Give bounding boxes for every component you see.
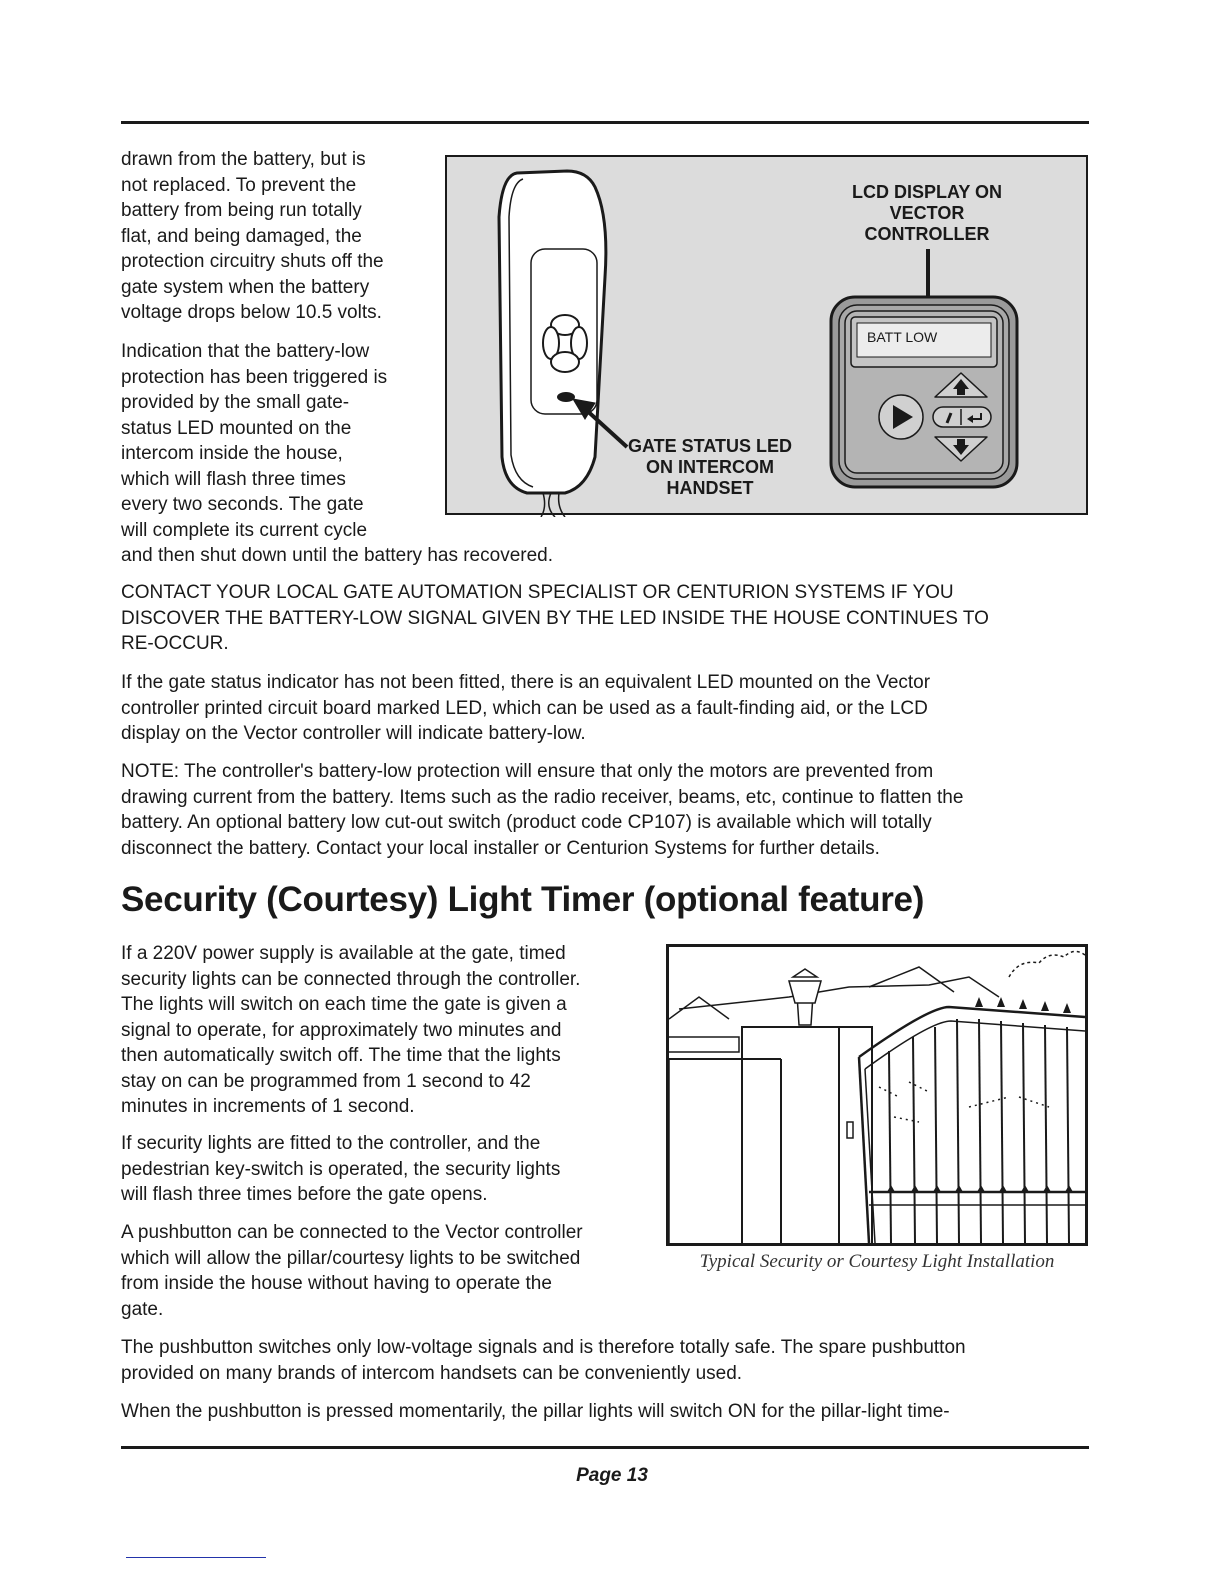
contact-warning-paragraph xyxy=(121,580,989,657)
text-line: provided by the small gate- xyxy=(121,392,350,413)
text-line: minutes in increments of 1 second. xyxy=(121,1096,415,1117)
courtesy-light-figure xyxy=(666,944,1088,1246)
battery-low-figure xyxy=(445,155,1088,515)
text-line: not replaced. To prevent the xyxy=(121,174,357,196)
light-paragraph-1 xyxy=(121,941,580,1120)
text-line: will complete its current cycle xyxy=(121,519,368,541)
label-line: HANDSET xyxy=(666,478,754,498)
light-paragraph-5 xyxy=(121,1399,950,1425)
text-line: from inside the house without having to operate the xyxy=(121,1273,552,1294)
label-line: LCD DISPLAY ON xyxy=(851,182,1003,202)
text-line: which will flash three times xyxy=(121,468,346,490)
text-line: drawn from the battery, but is xyxy=(121,149,366,170)
light-paragraph-3 xyxy=(121,1220,583,1322)
text-line: The lights will switch on each time the gate is given a xyxy=(121,994,567,1015)
text-line: display on the Vector controller will indicate battery-low. xyxy=(121,723,586,744)
text-line: battery from being run totally xyxy=(121,200,362,221)
text-line: NOTE: The controller's battery-low protection will ensure that only the motors are prevented from xyxy=(121,761,934,782)
text-line: controller printed circuit board marked LED, which can be used as a fault-finding aid, or the LCD xyxy=(121,697,928,719)
text-line: signal to operate, for approximately two minutes and xyxy=(121,1019,562,1041)
page-number: Page 13 xyxy=(576,1465,648,1486)
label-line: GATE STATUS LED xyxy=(628,436,792,456)
indicator-paragraph xyxy=(121,670,930,747)
header-rule xyxy=(121,121,1089,124)
text-line: battery. An optional battery low cut-out switch (product code CP107) is available which will totally xyxy=(121,812,932,833)
text-line: security lights can be connected through the controller. xyxy=(121,968,581,990)
vector-controller-icon xyxy=(831,297,1017,487)
text-line: If a 220V power supply is available at the gate, timed xyxy=(121,943,566,964)
text-line: RE-OCCUR. xyxy=(121,633,229,654)
footer-rule xyxy=(121,1446,1089,1449)
figure-caption: Typical Security or Courtesy Light Installation xyxy=(699,1251,1055,1272)
light-paragraph-4 xyxy=(121,1335,966,1386)
light-paragraph-2 xyxy=(121,1131,560,1208)
text-line: intercom inside the house, xyxy=(121,443,343,464)
text-line: Indication that the battery-low xyxy=(121,341,370,362)
text-line: then automatically switch off. The time that the lights xyxy=(121,1045,561,1066)
text-line: DISCOVER THE BATTERY-LOW SIGNAL GIVEN BY THE LED INSIDE THE HOUSE CONTINUES TO xyxy=(121,607,989,629)
text-line: If security lights are fitted to the controller, and the xyxy=(121,1133,541,1154)
text-line: disconnect the battery. Contact your local installer or Centurion Systems for further details. xyxy=(121,837,880,859)
text-line: drawing current from the battery. Items such as the radio receiver, beams, etc, continue to flatten the xyxy=(121,786,964,808)
text-line: gate system when the battery xyxy=(121,276,370,298)
text-line: A pushbutton can be connected to the Vector controller xyxy=(121,1222,583,1243)
text-line: CONTACT YOUR LOCAL GATE AUTOMATION SPECIALIST OR CENTURION SYSTEMS IF YOU xyxy=(121,582,954,603)
gate-status-led-label xyxy=(610,436,810,499)
gate-pillar-light-illustration xyxy=(669,947,1085,1243)
led-dot xyxy=(557,392,575,402)
text-line: The pushbutton switches only low-voltage signals and is therefore totally safe. The spare pushbutton xyxy=(121,1337,966,1358)
text-line: every two seconds. The gate xyxy=(121,494,364,515)
text-line: which will allow the pillar/courtesy lights to be switched xyxy=(121,1247,581,1269)
lcd-display-label xyxy=(827,182,1027,245)
text-line: status LED mounted on the xyxy=(121,417,352,439)
note-paragraph xyxy=(121,759,963,861)
text-line: gate. xyxy=(121,1298,164,1320)
text-line: pedestrian key-switch is operated, the security lights xyxy=(121,1158,561,1180)
text-line: stay on can be programmed from 1 second to 42 xyxy=(121,1070,531,1092)
lcd-screen-text: BATT LOW xyxy=(867,329,938,345)
label-line: ON INTERCOM xyxy=(646,457,774,477)
intercom-handset-icon xyxy=(499,171,606,517)
text-line: will flash three times before the gate opens. xyxy=(121,1184,488,1205)
text-line: provided on many brands of intercom handsets can be conveniently used. xyxy=(121,1362,743,1384)
text-line: protection circuitry shuts off the xyxy=(121,251,384,272)
footnote-link-underline[interactable] xyxy=(126,1557,266,1558)
label-line: CONTROLLER xyxy=(864,224,990,244)
section-heading: Security (Courtesy) Light Timer (optional feature) xyxy=(121,880,925,919)
label-line: VECTOR xyxy=(889,203,965,223)
text-line: and then shut down until the battery has recovered. xyxy=(121,545,553,566)
text-line: When the pushbutton is pressed momentarily, the pillar lights will switch ON for the pillar-light time- xyxy=(121,1401,950,1422)
text-line: protection has been triggered is xyxy=(121,366,388,388)
battery-paragraph-1 xyxy=(121,147,384,326)
text-line: voltage drops below 10.5 volts. xyxy=(121,302,382,323)
text-line: flat, and being damaged, the xyxy=(121,225,362,247)
text-line: If the gate status indicator has not been fitted, there is an equivalent LED mounted on the Vector xyxy=(121,672,931,693)
